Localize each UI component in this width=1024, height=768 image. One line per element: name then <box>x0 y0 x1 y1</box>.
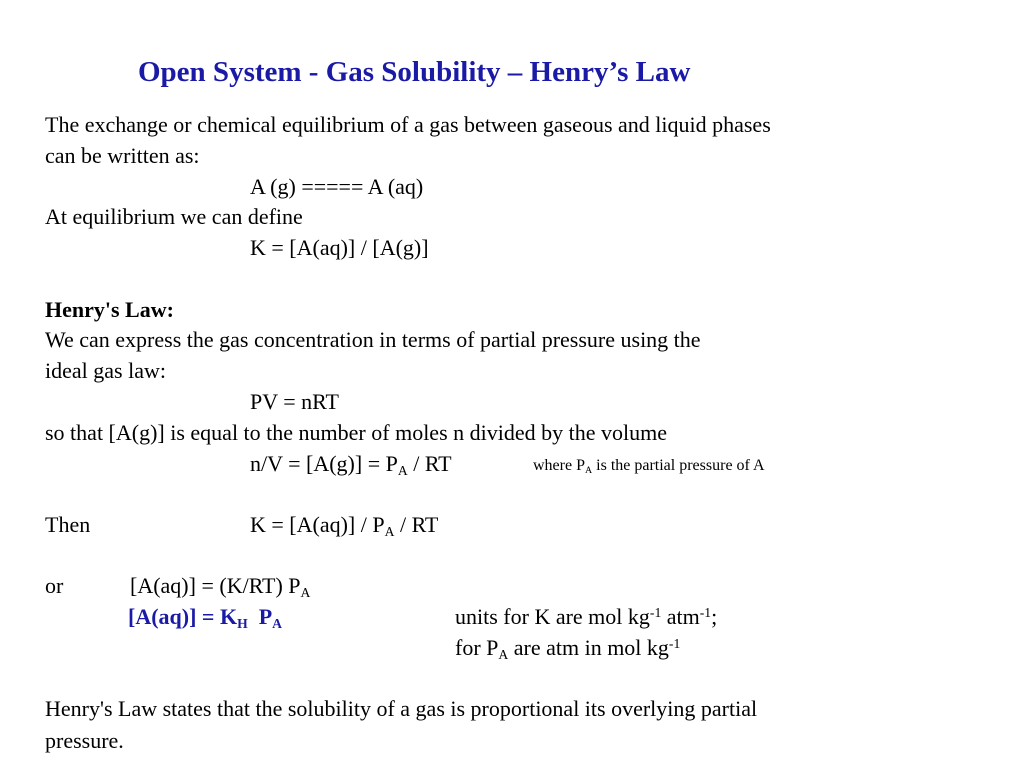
intro-line-2: can be written as: <box>45 143 200 168</box>
units-pa: for $P_A$ are atm in mol $kg^{-1}$ <box>455 635 681 662</box>
then-equation: $K = [A(aq)] / P_A$ / RT <box>250 512 439 539</box>
conclusion-line-1: Henry's Law states that the solubility of a gas is proportional its overlying partial <box>45 696 758 721</box>
partial-pressure-note: where $P_A$ is the partial pressure of A <box>533 457 765 476</box>
intro-line-1: The exchange or chemical equilibrium of a gas between gaseous and liquid phases <box>45 112 771 137</box>
henry-line-2: ideal gas law: <box>45 358 166 383</box>
then-label: Then <box>45 512 91 537</box>
henry-heading: Henry's Law: <box>45 297 174 322</box>
intro-line-3: At equilibrium we can define <box>45 204 303 229</box>
concentration-equation: $n/V = [A(g)] = P_A$ / RT <box>250 451 452 478</box>
or-equation: [A(aq)] = (K/RT) $P_A$ <box>130 573 311 600</box>
conclusion-line-2: pressure. <box>45 728 124 753</box>
equilibrium-equation: A (g) ===== A (aq) <box>250 174 424 199</box>
k-definition: K = [A(aq)] / [A(g)] <box>250 235 429 260</box>
henry-law-equation: $[A(aq)] = K_H$ $P_A$ <box>128 604 282 631</box>
or-label: or <box>45 573 64 598</box>
henry-line-3: so that [A(g)] is equal to the number of moles n divided by the volume <box>45 420 667 445</box>
units-k: units for K are mol $kg^{-1}$ atm$^{-1}$; <box>455 604 718 629</box>
ideal-gas-equation: PV = nRT <box>250 389 339 414</box>
henry-line-1: We can express the gas concentration in terms of partial pressure using the <box>45 327 701 352</box>
slide-title: Open System - Gas Solubility – Henry’s Law <box>138 56 691 88</box>
